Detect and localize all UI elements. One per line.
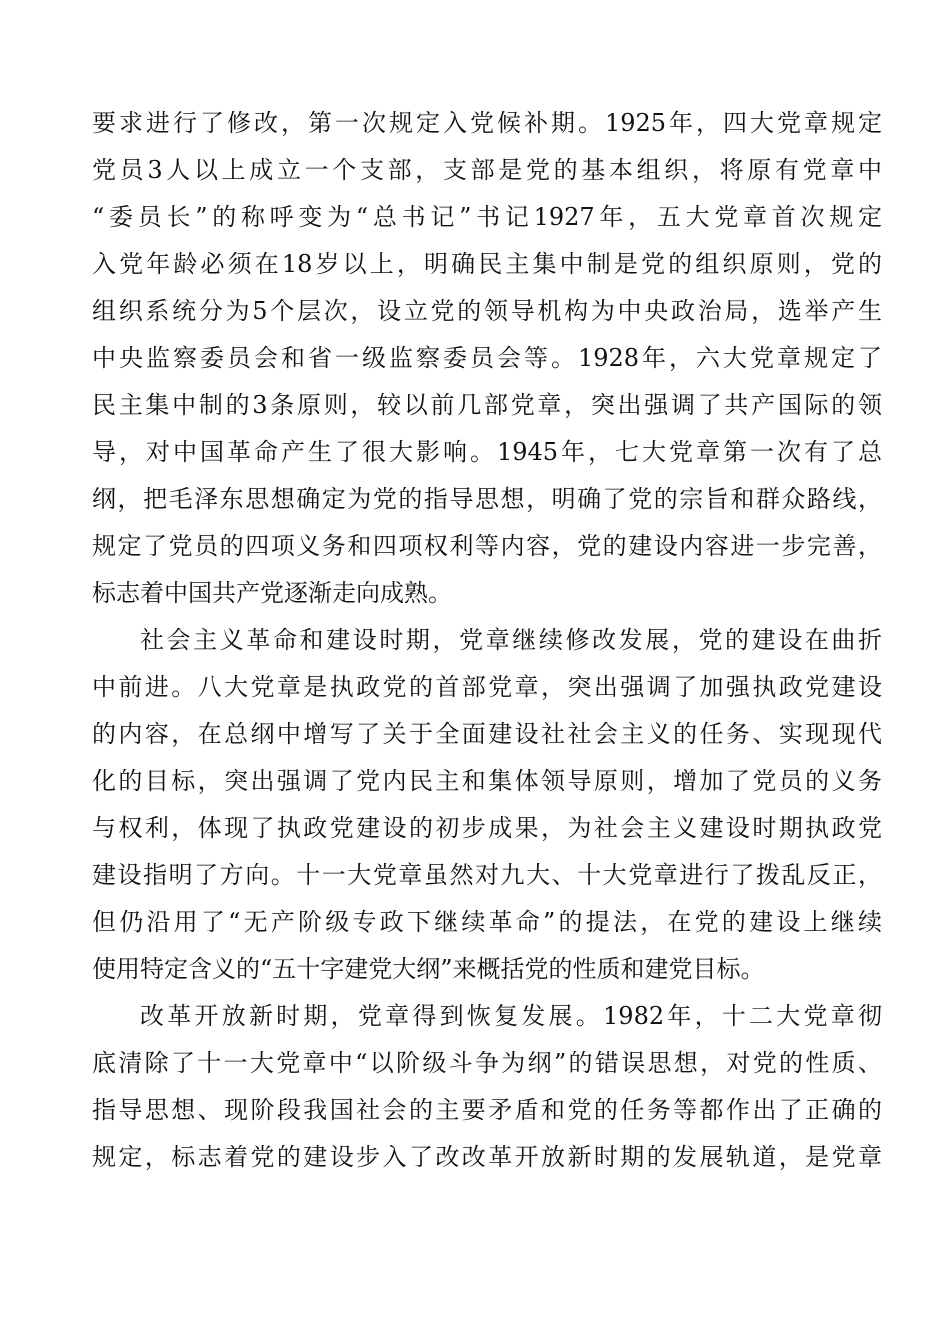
paragraph-1-line-7: 民主集中制的3条原则，较以前几部党章，突出强调了共产国际的领 (92, 391, 882, 419)
paragraph-1-line-9: 纲，把毛泽东思想确定为党的指导思想，明确了党的宗旨和群众路线， (92, 485, 882, 513)
paragraph-1-line-10: 规定了党员的四项义务和四项权利等内容，党的建设内容进一步完善， (92, 532, 882, 560)
paragraph-1-line-5: 组织系统分为5个层次，设立党的领导机构为中央政治局，选举产生 (92, 297, 882, 325)
paragraph-1-line-6: 中央监察委员会和省一级监察委员会等。1928年，六大党章规定了 (92, 344, 882, 372)
paragraph-2-line-6: 建设指明了方向。十一大党章虽然对九大、十大党章进行了拨乱反正， (92, 861, 882, 889)
paragraph-3-line-2: 底清除了十一大党章中“以阶级斗争为纲”的错误思想，对党的性质、 (92, 1049, 882, 1077)
paragraph-2-line-1: 社会主义革命和建设时期，党章继续修改发展，党的建设在曲折 (140, 626, 882, 654)
paragraph-1-line-8: 导，对中国革命产生了很大影响。1945年，七大党章第一次有了总 (92, 438, 882, 466)
paragraph-3-line-1: 改革开放新时期，党章得到恢复发展。1982年，十二大党章彻 (140, 1002, 882, 1030)
paragraph-2-line-7: 但仍沿用了“无产阶级专政下继续革命”的提法，在党的建设上继续 (92, 908, 882, 936)
document-body (92, 100, 882, 1181)
paragraph-1-line-11: 标志着中国共产党逐渐走向成熟。 (92, 579, 452, 607)
paragraph-3-line-3: 指导思想、现阶段我国社会的主要矛盾和党的任务等都作出了正确的 (92, 1096, 882, 1124)
paragraph-2-line-4: 化的目标，突出强调了党内民主和集体领导原则，增加了党员的义务 (92, 767, 882, 795)
paragraph-1-line-1: 要求进行了修改，第一次规定入党候补期。1925年，四大党章规定 (92, 109, 882, 137)
paragraph-2-line-2: 中前进。八大党章是执政党的首部党章，突出强调了加强执政党建设 (92, 673, 882, 701)
paragraph-2-line-5: 与权利，体现了执政党建设的初步成果，为社会主义建设时期执政党 (92, 814, 882, 842)
paragraph-1-line-4: 入党年龄必须在18岁以上，明确民主集中制是党的组织原则，党的 (92, 250, 882, 278)
paragraph-3-line-4: 规定，标志着党的建设步入了改改革开放新时期的发展轨道，是党章 (92, 1143, 882, 1171)
paragraph-2-line-8: 使用特定含义的“五十字建党大纲”来概括党的性质和建党目标。 (92, 955, 765, 983)
paragraph-2-line-3: 的内容，在总纲中增写了关于全面建设社社会主义的任务、实现现代 (92, 720, 882, 748)
paragraph-1-line-2: 党员3人以上成立一个支部，支部是党的基本组织，将原有党章中 (92, 156, 882, 184)
paragraph-1-line-3: “委员长”的称呼变为“总书记”书记1927年，五大党章首次规定 (92, 203, 882, 231)
